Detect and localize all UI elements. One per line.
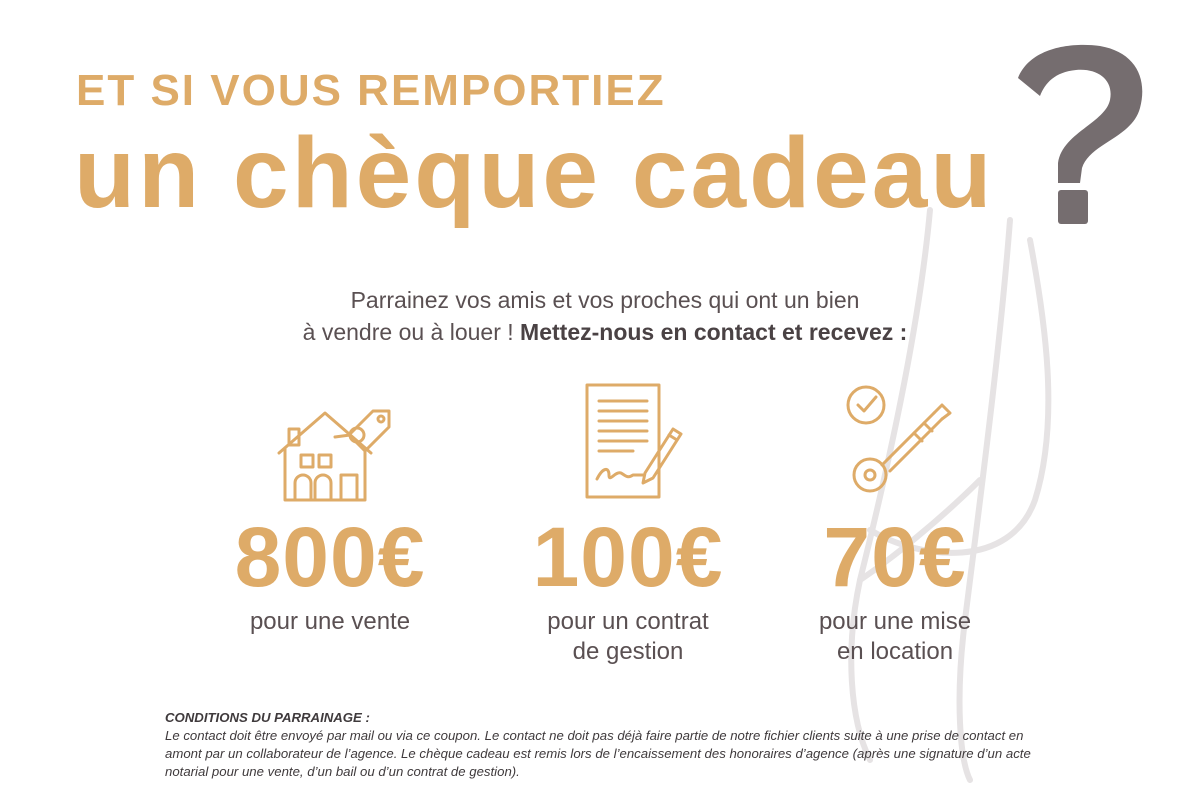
intro-text	[200, 284, 1010, 348]
intro-line-2	[200, 316, 1010, 348]
conditions-text: Le contact doit être envoyé par mail ou via ce coupon. Le contact ne doit pas déjà faire partie de notre fichier clients suite à une prise de contact en amont par un collaborateur de l’agence. Le chèque cadeau est remis lors de l’encaissement des honoraires d’agence (après une signature d’un acte notarial pour une vente, d’un bail ou d’un contrat de gestion).	[165, 728, 1031, 779]
signed-contract-icon	[563, 375, 693, 505]
conditions-title: CONDITIONS DU PARRAINAGE :	[165, 710, 370, 725]
offer-desc-line-1: pour un contrat	[547, 608, 709, 635]
question-mark-icon	[1010, 38, 1150, 238]
intro-line-1: Parrainez vos amis et vos proches qui ont un bien	[350, 287, 860, 313]
offer-amount: 800€	[234, 510, 426, 604]
offer-desc-line-2: de gestion	[572, 638, 684, 665]
headline-big: un chèque cadeau	[74, 117, 995, 229]
offer-desc-line-2: en location	[836, 638, 954, 665]
intro-line-2-bold: Mettez-nous en contact et recevez :	[520, 319, 908, 345]
offer-rental	[745, 375, 1045, 667]
offer-desc: pour une vente	[249, 608, 411, 635]
offer-amount: 70€	[823, 510, 967, 604]
offer-sale	[180, 375, 480, 637]
headline-small: ET SI VOUS REMPORTIEZ	[76, 66, 666, 115]
house-tag-icon	[265, 375, 395, 505]
intro-line-2-normal: à vendre ou à louer !	[302, 319, 521, 345]
offer-amount: 100€	[532, 510, 724, 604]
conditions	[165, 709, 1045, 781]
key-check-icon	[830, 375, 960, 505]
offer-management	[478, 375, 778, 667]
offer-desc-line-1: pour une mise	[818, 608, 972, 635]
